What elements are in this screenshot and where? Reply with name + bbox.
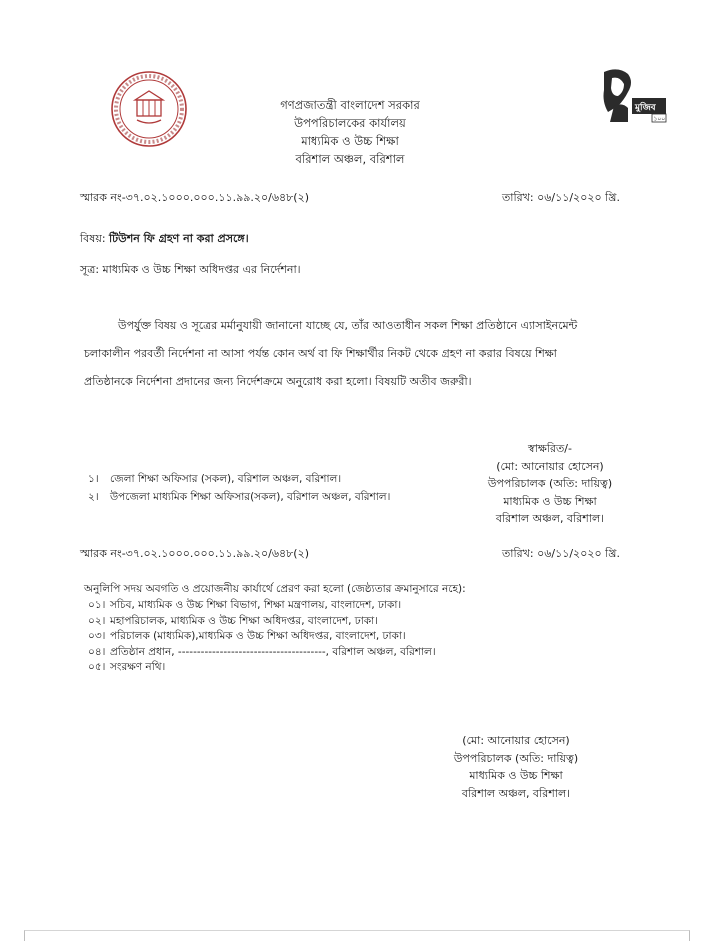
list-item bbox=[88, 629, 436, 645]
copy-text: পরিচালক (মাধ্যমিক),মাধ্যমিক ও উচ্চ শিক্ষা অধিদপ্তর, বাংলাদেশ, ঢাকা। bbox=[110, 630, 406, 642]
memo-date-1: তারিখ: ০৬/১১/২০২০ খ্রি. bbox=[502, 191, 620, 204]
page-bottom-frame bbox=[24, 930, 690, 941]
signatory-name: (মো: আনোয়ার হোসেন) bbox=[462, 734, 570, 747]
signatory-title: উপপরিচালক (অতি: দায়িত্ব) bbox=[487, 477, 613, 490]
signatory-dept: মাধ্যমিক ও উচ্চ শিক্ষা bbox=[469, 769, 563, 782]
body-line-3: প্রতিষ্ঠানকে নির্দেশনা প্রদানের জন্য নির্দেশক্রমে অনুরোধ করা হলো। বিষয়টি অতীব জরুরী। bbox=[84, 375, 472, 388]
office-header bbox=[250, 96, 450, 168]
signatory-office: বরিশাল অঞ্চল, বরিশাল। bbox=[461, 786, 571, 800]
office-seal-icon bbox=[110, 70, 188, 148]
copy-text: মহাপরিচালক, মাধ্যমিক ও উচ্চ শিক্ষা অধিদপ্তর, বাংলাদেশ, ঢাকা। bbox=[110, 614, 378, 627]
recipient-number: ২। bbox=[88, 491, 99, 503]
signatory-title: উপপরিচালক (অতি: দায়িত্ব) bbox=[453, 751, 579, 765]
subject-line bbox=[80, 231, 249, 247]
svg-text:মুজিব: মুজিব bbox=[635, 103, 656, 113]
copy-number: ০৪। bbox=[88, 645, 106, 658]
recipient-text: জেলা শিক্ষা অফিসার (সকল), বরিশাল অঞ্চল, বরিশাল। bbox=[110, 473, 342, 485]
list-item bbox=[88, 645, 436, 661]
header-office: উপপরিচালকের কার্যালয় bbox=[294, 116, 406, 130]
subject-label: বিষয়: bbox=[80, 232, 110, 245]
recipient-number: ১। bbox=[88, 473, 99, 485]
list-item bbox=[88, 660, 436, 676]
signatory-name: (মো: আনোয়ার হোসেন) bbox=[496, 459, 604, 473]
list-item bbox=[88, 598, 436, 614]
memo-date-2: তারিখ: ০৬/১১/২০২০ খ্রি. bbox=[502, 547, 620, 560]
memo-row-1 bbox=[80, 190, 620, 206]
memo-ref-1: স্মারক নং-৩৭.০২.১০০০.০০০.১১.৯৯.২০/৬৪৮(২) bbox=[80, 191, 310, 204]
subject-text: টিউশন ফি গ্রহণ না করা প্রসঙ্গে। bbox=[109, 232, 249, 245]
copy-number: ০২। bbox=[88, 614, 106, 627]
signature-block-1 bbox=[470, 440, 630, 528]
copy-text: সচিব, মাধ্যমিক ও উচ্চ শিক্ষা বিভাগ, শিক্ষা মন্ত্রণালয়, বাংলাদেশ, ঢাকা। bbox=[110, 599, 402, 611]
memo-ref-2: স্মারক নং-৩৭.০২.১০০০.০০০.১১.৯৯.২০/৬৪৮(২) bbox=[80, 547, 310, 560]
copy-text: প্রতিষ্ঠান প্রধান, ---------------------------------------, বরিশাল অঞ্চল, বরিশাল। bbox=[110, 645, 436, 658]
svg-text:১০০: ১০০ bbox=[653, 115, 666, 123]
signatory-office: বরিশাল অঞ্চল, বরিশাল। bbox=[495, 512, 605, 525]
mujib-100-logo-icon bbox=[598, 66, 670, 126]
header-department: মাধ্যমিক ও উচ্চ শিক্ষা bbox=[301, 134, 399, 148]
copy-text: সংরক্ষণ নথি। bbox=[110, 661, 166, 673]
list-item bbox=[88, 488, 390, 506]
copy-number: ০৫। bbox=[88, 661, 106, 673]
body-paragraph bbox=[84, 318, 622, 390]
signatory-dept: মাধ্যমিক ও উচ্চ শিক্ষা bbox=[503, 494, 597, 508]
body-line-2: চলাকালীন পরবর্তী নির্দেশনা না আসা পর্যন্ত কোন অর্থ বা ফি শিক্ষার্থীর নিকট থেকে গ্রহণ না করার বিষয়ে শিক্ষা bbox=[84, 347, 557, 360]
copy-number: ০৩। bbox=[88, 630, 106, 642]
recipient-list bbox=[88, 470, 390, 506]
reference-line: সূত্র: মাধ্যমিক ও উচ্চ শিক্ষা অধিদপ্তর এর নির্দেশনা। bbox=[80, 263, 301, 276]
header-region: বরিশাল অঞ্চল, বরিশাল bbox=[295, 152, 405, 166]
copy-intro: অনুলিপি সদয় অবগতি ও প্রয়োজনীয় কার্যার্থে প্রেরণ করা হলো (জেষ্ঠ্যতার ক্রমানুসারে নহে): bbox=[84, 583, 466, 595]
recipient-text: উপজেলা মাধ্যমিক শিক্ষা অফিসার(সকল), বরিশাল অঞ্চল, বরিশাল। bbox=[110, 491, 391, 503]
list-item bbox=[88, 614, 436, 630]
header-government: গণপ্রজাতন্ত্রী বাংলাদেশ সরকার bbox=[280, 98, 420, 112]
body-line-1: উপর্যুক্ত বিষয় ও সূত্রের মর্মানুযায়ী জানানো যাচ্ছে যে, তাঁর আওতাধীন সকল শিক্ষা প্রতিষ্ঠানে এ্যাসাইনমেন্ট bbox=[118, 319, 578, 332]
signature-block-2 bbox=[436, 732, 596, 802]
list-item bbox=[88, 470, 390, 488]
copy-number: ০১। bbox=[88, 599, 106, 611]
memo-row-2 bbox=[80, 546, 620, 562]
copy-list bbox=[88, 598, 436, 676]
signed-mark: স্বাক্ষরিত/- bbox=[528, 442, 572, 455]
